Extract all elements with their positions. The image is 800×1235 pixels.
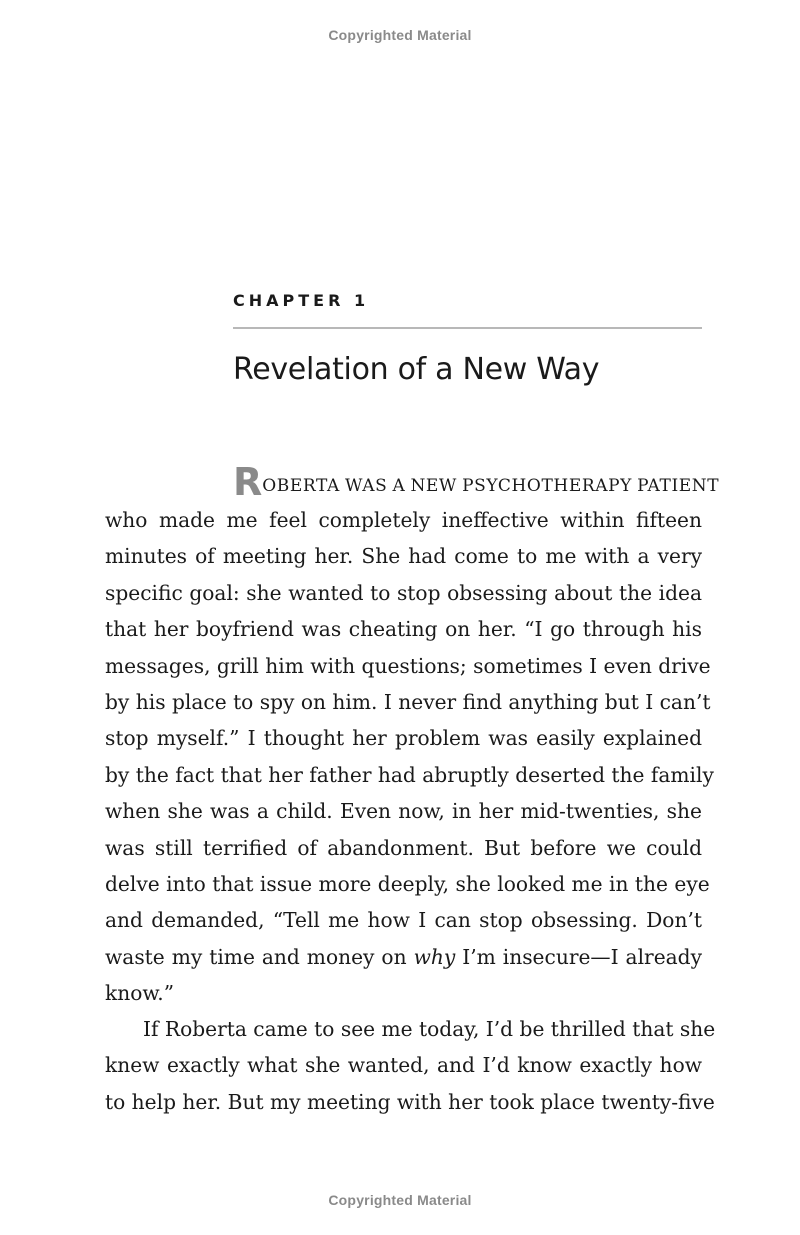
chapter-label: CHAPTER 1 — [233, 291, 370, 310]
opening-smallcaps-word: WAS — [345, 476, 388, 496]
text-line-with-italic — [105, 939, 702, 975]
text-line: to help her. But my meeting with her took place twenty-five — [105, 1089, 715, 1114]
text-segment: waste my time and money on — [105, 944, 407, 969]
text-line: messages, grill him with questions; sometimes I even drive — [105, 653, 711, 678]
copyright-watermark-bottom: Copyrighted Material — [328, 1192, 472, 1208]
drop-cap: R — [233, 460, 263, 504]
paragraph-2 — [105, 1011, 716, 1120]
text-line: specific goal: she wanted to stop obsessing about the idea — [105, 580, 702, 605]
text-line-indented: If Roberta came to see me today, I’d be thrilled that she — [143, 1017, 716, 1041]
text-line: that her boyfriend was cheating on her. “I go through his — [105, 617, 702, 642]
text-line-last: know.” — [105, 981, 175, 1006]
opening-smallcaps-word: NEW — [410, 476, 457, 496]
text-line: and demanded, “Tell me how I can stop obsessing. Don’t — [105, 908, 702, 933]
text-line: by the fact that her father had abruptly deserted the family — [105, 762, 714, 787]
text-line: stop myself.” I thought her problem was easily explained — [105, 726, 702, 751]
paragraph-1 — [105, 502, 714, 1011]
text-line: who made me feel completely ineffective within fifteen — [105, 508, 702, 532]
opening-smallcaps-word: PSYCHOTHERAPY — [462, 476, 632, 496]
copyright-watermark-top: Copyrighted Material — [328, 27, 472, 43]
text-line: delve into that issue more deeply, she looked me in the eye — [105, 871, 710, 896]
opening-smallcaps-word: PATIENT — [637, 476, 720, 496]
text-segment: I’m insecure—I already — [462, 944, 703, 969]
text-line: knew exactly what she wanted, and I’d know exactly how — [105, 1053, 702, 1078]
text-line: minutes of meeting her. She had come to me with a very — [105, 544, 702, 569]
chapter-title: Revelation of a New Way — [233, 352, 600, 387]
chapter-divider — [233, 327, 702, 329]
opening-smallcaps-word: A — [392, 476, 406, 496]
text-line: was still terrified of abandonment. But before we could — [105, 835, 702, 860]
opening-smallcaps-word: OBERTA — [262, 476, 340, 496]
text-line: when she was a child. Even now, in her mid-twenties, she — [105, 799, 702, 824]
opening-line — [233, 456, 720, 504]
italic-word: why — [413, 944, 456, 969]
text-line: by his place to spy on him. I never find anything but I can’t — [105, 689, 711, 714]
